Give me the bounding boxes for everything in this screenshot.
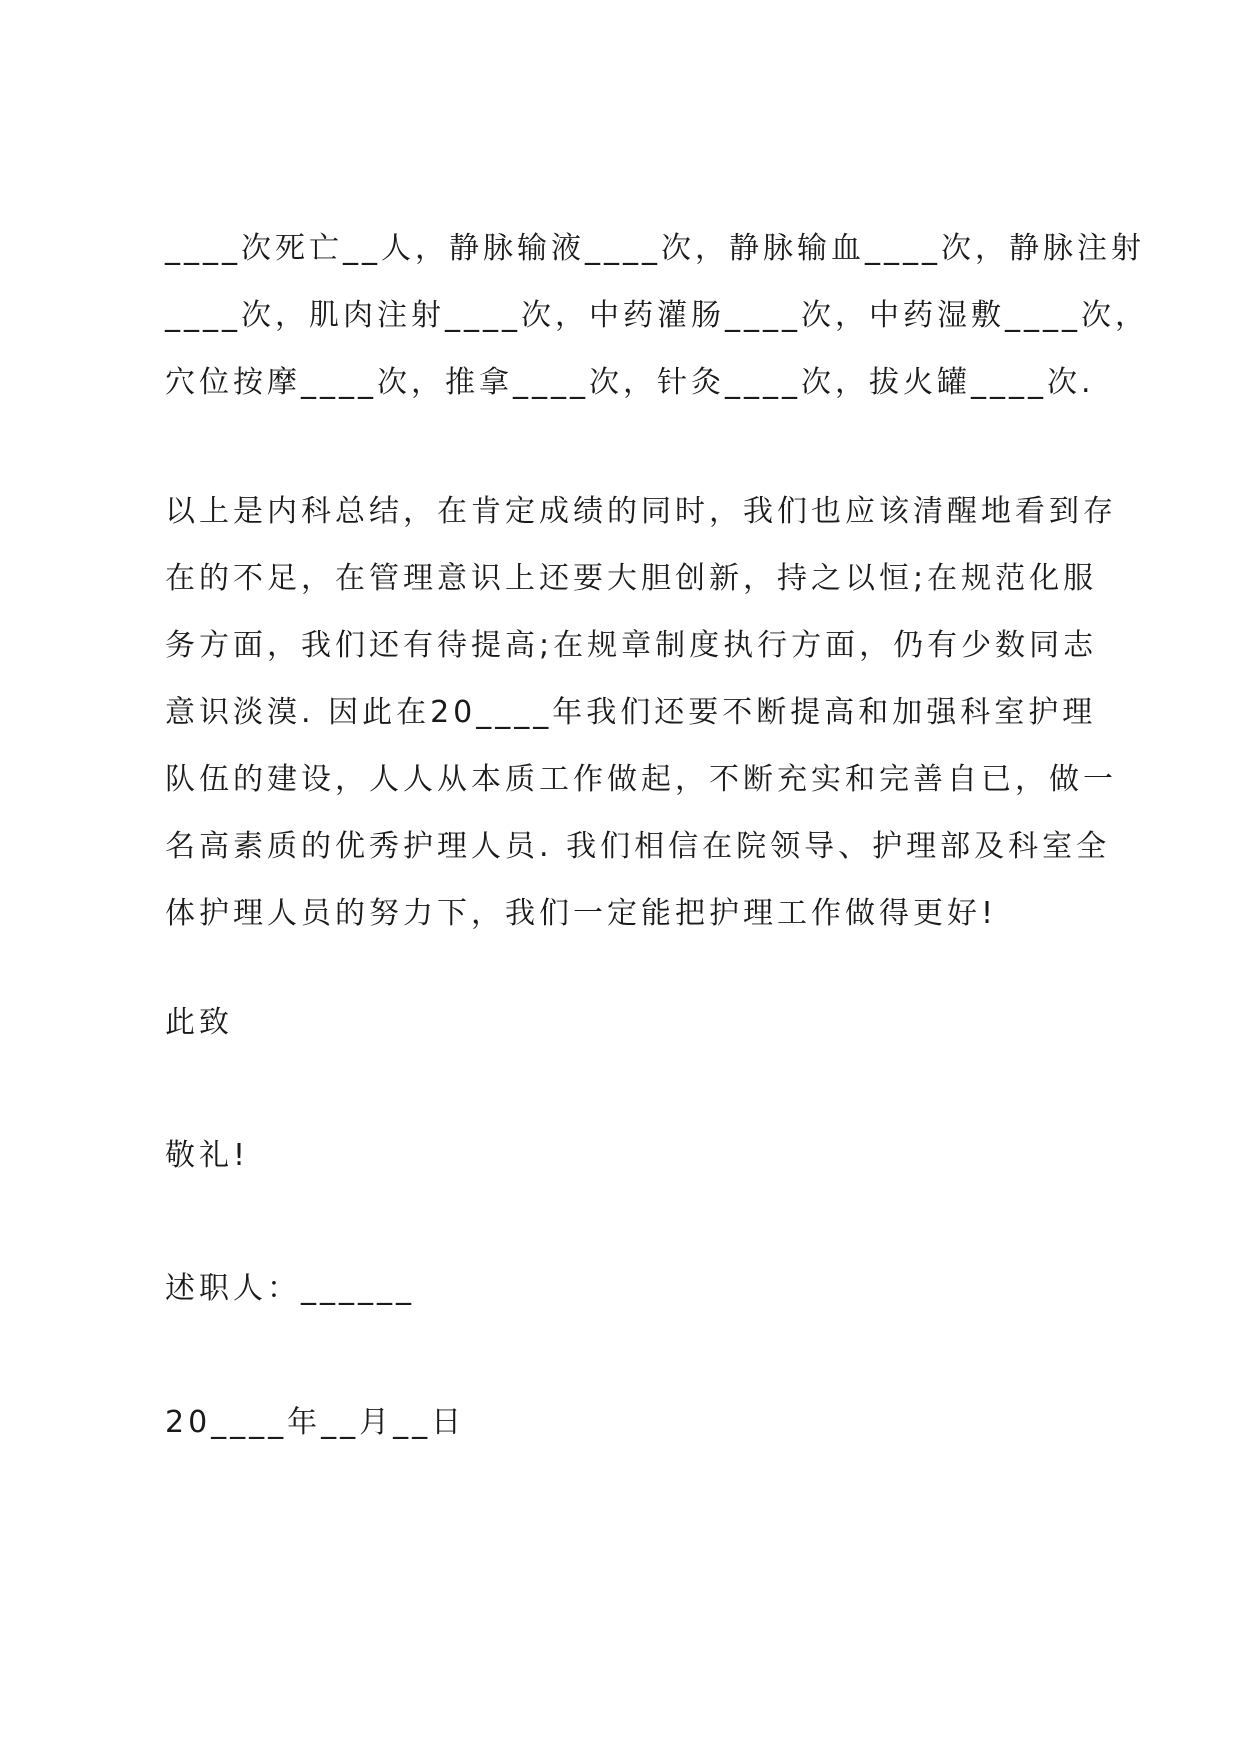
paragraph-line: 务方面，我们还有待提高;在规章制度执行方面，仍有少数同志 [165,628,1098,663]
signer-label: 述职人：______ [165,1271,415,1306]
paragraph-line: 体护理人员的努力下，我们一定能把护理工作做得更好! [165,896,998,931]
paragraph-line: 穴位按摩____次，推拿____次，针灸____次，拔火罐____次. [165,365,1095,400]
summary-paragraph [165,478,1117,947]
stats-paragraph [165,215,1149,416]
paragraph-line: ____次死亡__人，静脉输液____次，静脉输血____次，静脉注射 [165,231,1145,266]
paragraph-line: 在的不足，在管理意识上还要大胆创新，持之以恒;在规范化服 [165,561,1098,596]
paragraph-line: ____次，肌肉注射____次，中药灌肠____次，中药湿敷____次， [165,298,1149,333]
date-line: 20____年__月__日 [165,1405,466,1440]
paragraph-line: 名高素质的优秀护理人员. 我们相信在院领导、护理部及科室全 [165,829,1111,864]
paragraph-line: 意识淡漠. 因此在20____年我们还要不断提高和加强科室护理 [165,695,1097,730]
salutation: 此致 [165,1005,233,1040]
paragraph-line: 队伍的建设，人人从本质工作做起，不断充实和完善自已，做一 [165,762,1117,797]
paragraph-line: 以上是内科总结，在肯定成绩的同时，我们也应该清醒地看到存 [165,494,1117,529]
regards: 敬礼! [165,1138,250,1173]
